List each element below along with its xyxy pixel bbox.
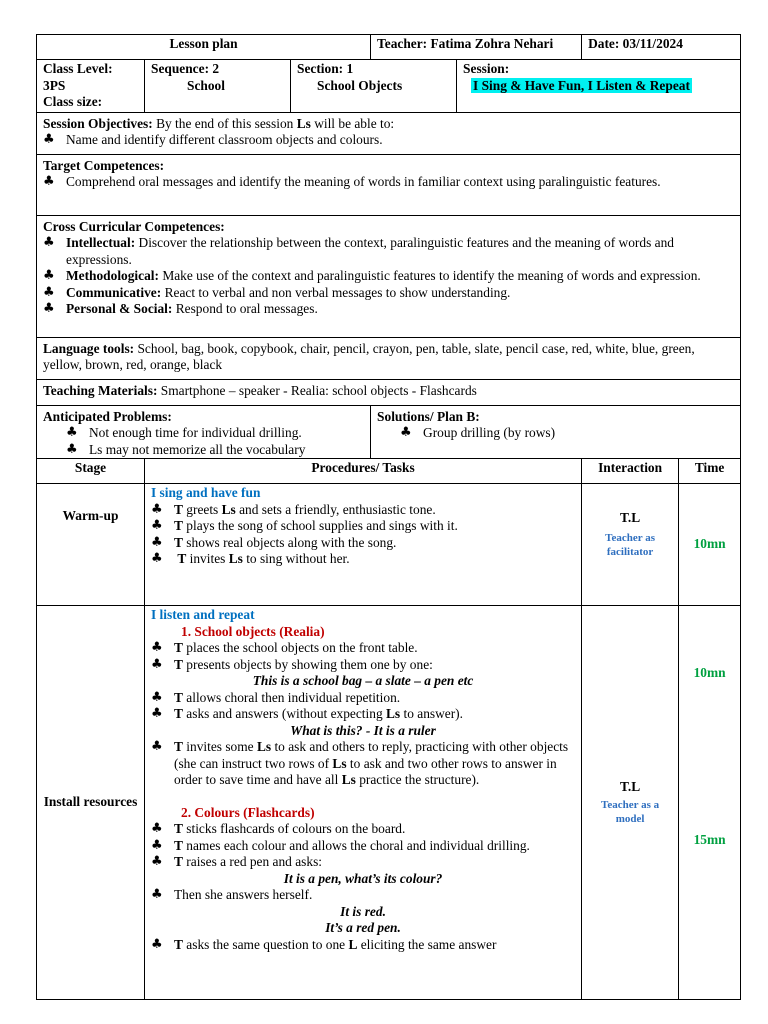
materials-label: Teaching Materials:	[43, 382, 158, 398]
step-text: raises a red pen and asks:	[182, 854, 323, 869]
teacher-abbr: T	[174, 640, 183, 655]
install-step	[151, 838, 575, 855]
learner-abbr: L	[348, 936, 358, 952]
session-label: Session:	[463, 61, 510, 76]
teacher-name: Teacher: Fatima Zohra Nehari	[371, 35, 582, 60]
learners-abbr: Ls	[385, 706, 401, 721]
cross-item-label: Methodological:	[66, 268, 159, 283]
lesson-plan-table	[36, 34, 741, 1000]
cross-item-label: Intellectual:	[66, 235, 136, 250]
cross-item-label: Personal & Social:	[66, 301, 173, 316]
lesson-date: Date: 03/11/2024	[582, 35, 741, 60]
step-text: plays the song of school supplies and sings with it.	[182, 518, 458, 533]
cross-item-text: Discover the relationship between the context, paralinguistic features and the meaning of words and expressions.	[66, 235, 674, 267]
example-question: What is this? - It is a ruler	[290, 722, 436, 738]
section-name: School Objects	[317, 77, 403, 93]
procedures-header: Procedures/ Tasks	[145, 459, 582, 484]
step-text: shows real objects along with the song.	[182, 534, 397, 550]
time-header: Time	[679, 459, 741, 484]
objectives-label: Session Objectives:	[43, 115, 153, 131]
install-step	[151, 690, 575, 707]
install-step	[151, 657, 575, 674]
language-tools-text: School, bag, book, copybook, chair, pencil, crayon, pen, table, slate, pencil case, red, white, blue, green, yellow, brown, red, orange, black	[43, 340, 695, 372]
sequence-name: School	[187, 77, 225, 93]
problems-list	[43, 425, 364, 458]
lesson-plan-sheet	[36, 34, 740, 1000]
solutions-list	[377, 425, 734, 442]
teacher-abbr: T	[174, 821, 183, 836]
teacher-abbr: T	[174, 534, 183, 550]
step-text: invites some	[182, 739, 257, 754]
teacher-abbr: T	[174, 518, 183, 533]
install-step	[151, 640, 575, 657]
class-info	[37, 60, 145, 113]
problem-item: ♣ Ls may not memorize all the vocabulary	[66, 442, 364, 459]
warmup-stage: Warm-up	[37, 484, 145, 606]
install-procedures	[145, 606, 582, 1000]
warmup-row	[37, 484, 741, 606]
session-name-highlight: I Sing & Have Fun, I Listen & Repeat	[473, 77, 690, 93]
install-steps-2	[151, 690, 575, 723]
step-text: to sing without her.	[242, 551, 350, 566]
step-text: and sets a friendly, enthusiastic tone.	[235, 501, 436, 517]
step-text: greets	[182, 501, 222, 517]
problem-item: ♣ Not enough time for individual drilling.	[66, 425, 364, 442]
language-tools-label: Language tools:	[43, 340, 135, 356]
install-steps-3	[151, 739, 575, 789]
install-steps-6	[151, 937, 575, 954]
teacher-abbr: T	[174, 501, 183, 517]
step-text: names each colour and allows the choral and individual drilling.	[182, 837, 530, 853]
target-item: ♣ Comprehend oral messages and identify the meaning of words in familiar context using paralinguistic features.	[43, 174, 734, 191]
teacher-abbr: T	[174, 689, 183, 705]
interaction-header: Interaction	[582, 459, 679, 484]
procedure-header-row	[37, 459, 741, 484]
step-text: to ask and two other rows to answer in order to save time and have all	[174, 755, 557, 787]
header-row-2	[37, 60, 741, 113]
solution-item: ♣ Group drilling (by rows)	[400, 425, 734, 442]
install-step: ♣ Then she answers herself.	[151, 887, 575, 904]
cross-item-text: React to verbal and non verbal messages to show understanding.	[161, 284, 511, 300]
learners-abbr: Ls	[221, 501, 236, 517]
problems-row	[37, 405, 741, 459]
install-stage: Install resources	[37, 606, 145, 1000]
warmup-step	[151, 518, 575, 535]
learners-abbr: Ls	[341, 772, 356, 787]
materials-row	[37, 379, 741, 405]
time-colours: 15mn	[693, 831, 726, 847]
cross-item-text: Respond to oral messages.	[172, 301, 318, 316]
learners-abbr: Ls	[332, 755, 347, 771]
solutions-label: Solutions/ Plan B:	[377, 408, 480, 424]
teacher-abbr: T	[177, 551, 187, 566]
sequence-label: Sequence: 2	[151, 61, 220, 76]
target-list	[43, 174, 734, 191]
example-answer: It’s a red pen.	[325, 920, 401, 935]
step-text: eliciting the same answer	[357, 936, 497, 952]
install-step	[151, 854, 575, 871]
step-text: allows choral then individual repetition.	[182, 689, 401, 705]
install-steps-4	[151, 821, 575, 871]
header-row-1	[37, 35, 741, 60]
install-step	[151, 706, 575, 723]
cross-item-label: Communicative:	[66, 284, 162, 300]
interaction-mode: T.L	[619, 779, 641, 795]
class-size: Class size:	[43, 94, 103, 109]
warmup-step	[151, 535, 575, 552]
materials-text: Smartphone – speaker - Realia: school objects - Flashcards	[157, 382, 477, 398]
teacher-abbr: T	[174, 656, 183, 672]
teaching-materials	[37, 379, 741, 405]
cross-competences-row	[37, 215, 741, 337]
cross-competences	[37, 215, 741, 337]
objectives-list	[43, 132, 734, 149]
cross-list	[43, 235, 734, 318]
cross-item-text: Make use of the context and paralinguistic features to identify the meaning of words and expression.	[158, 268, 701, 283]
step-text: presents objects by showing them one by one:	[182, 656, 433, 672]
cross-item-methodological	[43, 268, 734, 285]
warmup-time: 10mn	[679, 484, 741, 606]
warmup-procedures	[145, 484, 582, 606]
objectives-row	[37, 112, 741, 154]
example-sentence: This is a school bag – a slate – a pen etc	[252, 673, 474, 688]
language-tools	[37, 337, 741, 379]
anticipated-problems	[37, 405, 371, 459]
install-step	[151, 937, 575, 954]
example-question: It is a pen, what’s its colour?	[283, 870, 443, 886]
teacher-abbr: T	[174, 837, 183, 853]
interaction-mode: T.L	[619, 510, 641, 525]
install-steps-1	[151, 640, 575, 673]
install-time	[679, 606, 741, 1000]
language-tools-row	[37, 337, 741, 379]
teacher-role: Teacher as a model	[601, 798, 660, 825]
step-text: to answer).	[400, 706, 463, 721]
lesson-plan-title: Lesson plan	[37, 35, 371, 60]
teacher-role: Teacher as facilitator	[605, 531, 655, 558]
step-text: to ask and others to reply, practicing with other objects (she can instruct two rows of	[174, 739, 569, 771]
subheading-school-objects: 1. School objects (Realia)	[181, 623, 325, 639]
cross-item-communicative	[43, 285, 734, 302]
step-text: asks the same question to one	[182, 936, 349, 952]
install-steps-5	[151, 887, 575, 904]
sequence-info	[145, 60, 291, 113]
install-row	[37, 606, 741, 1000]
objectives-intro: By the end of this session	[152, 115, 297, 131]
step-text: sticks flashcards of colours on the board.	[182, 821, 406, 836]
class-level: Class Level: 3PS	[43, 61, 113, 93]
install-step	[151, 821, 575, 838]
teacher-abbr: T	[174, 739, 183, 754]
step-text: practice the structure).	[355, 772, 480, 787]
cross-item-personal-social	[43, 301, 734, 318]
install-interaction	[582, 606, 679, 1000]
teacher-abbr: T	[174, 706, 183, 721]
subheading-colours: 2. Colours (Flashcards)	[181, 804, 315, 820]
install-heading: I listen and repeat	[151, 607, 255, 622]
install-step	[151, 739, 575, 789]
session-info	[457, 60, 741, 113]
learners-abbr: Ls	[256, 739, 272, 754]
cross-label: Cross Curricular Competences:	[43, 218, 225, 234]
session-objectives	[37, 112, 741, 154]
time-school-objects: 10mn	[693, 665, 726, 680]
target-label: Target Competences:	[43, 157, 165, 173]
problems-label: Anticipated Problems:	[43, 408, 172, 424]
teacher-abbr: T	[174, 854, 183, 869]
warmup-interaction	[582, 484, 679, 606]
step-text: invites	[186, 551, 229, 566]
objective-item: ♣ Name and identify different classroom objects and colours.	[43, 132, 734, 149]
warmup-step	[151, 551, 575, 568]
target-competences	[37, 154, 741, 215]
objectives-intro-end: will be able to:	[310, 115, 395, 131]
step-text: places the school objects on the front table.	[182, 640, 418, 655]
learners-abbr: Ls	[228, 551, 243, 566]
section-label: Section: 1	[297, 61, 354, 76]
stage-header: Stage	[37, 459, 145, 484]
warmup-steps	[151, 502, 575, 568]
learners-abbr: Ls	[296, 115, 311, 131]
warmup-step	[151, 502, 575, 519]
solutions-plan-b	[371, 405, 741, 459]
target-competences-row	[37, 154, 741, 215]
step-text: asks and answers (without expecting	[182, 706, 386, 721]
cross-item-intellectual	[43, 235, 734, 268]
warmup-heading: I sing and have fun	[151, 485, 261, 500]
section-info	[291, 60, 457, 113]
teacher-abbr: T	[174, 936, 183, 952]
example-answer: It is red.	[340, 903, 386, 919]
